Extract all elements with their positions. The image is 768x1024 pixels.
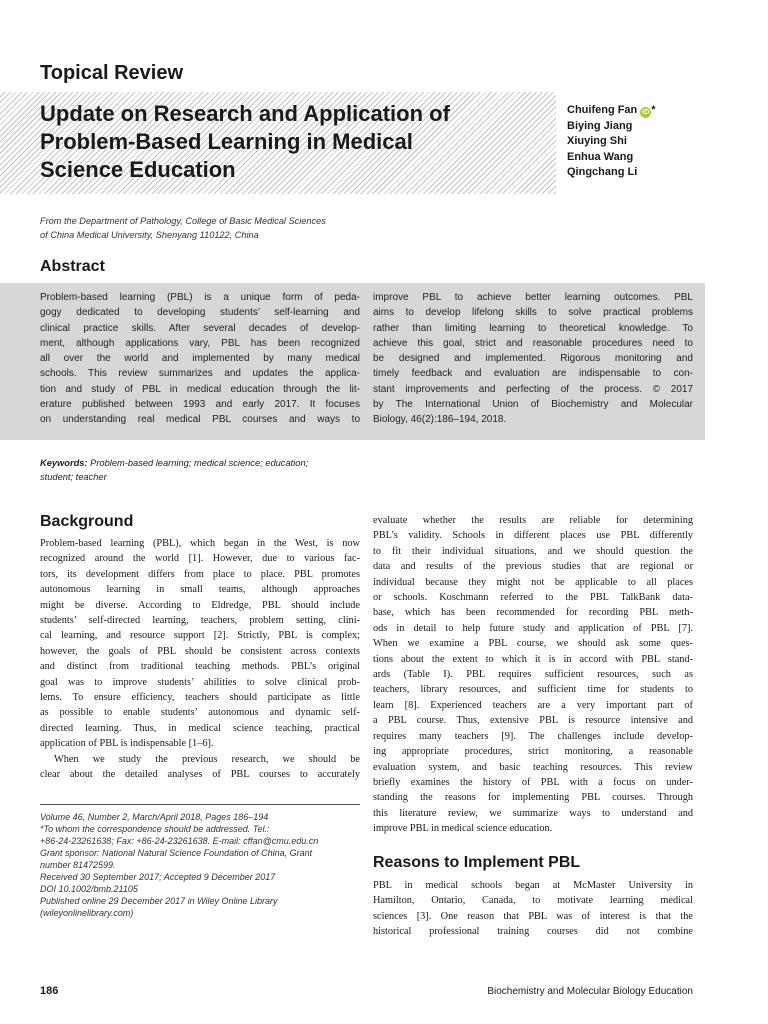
footnote-line: Volume 46, Number 2, March/April 2018, Pages 186–194 — [40, 812, 269, 822]
abstract-line: by The International Union of Biochemistry and Molecular — [373, 399, 693, 411]
body-line: application of PBL is indispensable [1–6]. — [40, 738, 214, 750]
body-line: and distinct from traditional teaching methods. PBL’s original — [40, 661, 360, 673]
background-text-right — [373, 513, 693, 837]
body-line: to fit their individual situations, and we should question the — [373, 545, 693, 557]
orcid-icon[interactable]: iD — [642, 109, 650, 116]
body-line: Problem-based learning (PBL), which began in the West, is now — [40, 538, 360, 549]
footnotes — [40, 811, 362, 919]
author-name: Chuifeng Fan — [567, 104, 638, 116]
abstract-line: schools. This review summarizes and updates the applica- — [40, 368, 360, 380]
footnote-line: (wileyonlinelibrary.com) — [40, 908, 134, 918]
body-line: clear about the detailed analyses of PBL courses to accurately — [40, 769, 360, 781]
body-line: evaluate whether the results are reliable for determining — [373, 515, 693, 526]
footnote-line: *To whom the correspondence should be addressed. Tel.: — [40, 824, 270, 834]
body-line: individual because they might not be applicable to all places — [373, 576, 693, 588]
footnote-divider — [40, 804, 360, 805]
body-line: briefly examines the history of PBL with a focus on under- — [373, 776, 693, 788]
body-line: however, the goals of PBL should be consistent across contexts — [40, 645, 360, 657]
abstract-column-right — [373, 290, 693, 428]
body-line: evaluation system, and basic teaching resources. This review — [373, 761, 693, 773]
body-line: learn [8]. Experienced teachers are a very important part of — [373, 699, 693, 711]
body-line: When we examine a PBL course, we should ask some ques- — [373, 638, 693, 650]
abstract-line: be designed and implemented. Rigorous monitoring and — [373, 353, 693, 365]
body-line: requires many teachers [9]. The challenges include develop- — [373, 730, 693, 742]
affiliation-line: of China Medical University, Shenyang 110122, China — [40, 230, 259, 240]
abstract-line: ment, although applications vary, PBL has been recognized — [40, 337, 360, 349]
body-line: standing the reasons for implementing PBL courses. Through — [373, 792, 693, 804]
body-line: students’ self-directed learning, teachers, problem setting, clini- — [40, 615, 360, 627]
body-line: PBL’s validity. Schools in different places use PBL differently — [373, 530, 693, 542]
footnote-line: Published online 29 December 2017 in Wiley Online Library — [40, 896, 278, 906]
author: Qingchang Li — [567, 166, 638, 178]
body-line: improve PBL in medical science education. — [373, 823, 553, 835]
abstract-line: stant improvements and perfecting of the process. © 2017 — [373, 383, 693, 395]
abstract-line: achieve this goal, strict and reasonable procedures need to — [373, 337, 693, 349]
abstract-line: clinical practice skills. After several decades of develop- — [40, 322, 360, 334]
affiliation — [40, 214, 326, 242]
body-line: teachers, library resources, and sufficient time for students to — [373, 684, 693, 696]
title-line: Update on Research and Application of — [40, 101, 450, 126]
body-line: base, which has been recommended for recording PBL meth- — [373, 607, 693, 619]
abstract-line: Biology, 46(2):186–194, 2018. — [373, 414, 507, 426]
article-title — [40, 100, 560, 184]
abstract-line: Problem-based learning (PBL) is a unique form of peda- — [40, 292, 360, 303]
body-line: lems. To ensure efficiency, teachers should participate as little — [40, 692, 360, 704]
body-line: might be diverse. According to Eldredge, PBL should include — [40, 599, 360, 611]
body-line: PBL in medical schools began at McMaster University in — [373, 880, 693, 891]
body-line: ing appropriate procedures, strict monitoring, a reasonable — [373, 746, 693, 758]
corresponding-mark: * — [651, 104, 656, 116]
author: Enhua Wang — [567, 150, 634, 163]
abstract-column-left — [40, 290, 360, 428]
abstract-line: tion and study of PBL in medical education through the lit- — [40, 383, 360, 395]
abstract-line: timely feedback and evaluation are indispensable to con- — [373, 368, 693, 380]
page-number: 186 — [40, 985, 59, 997]
author-list — [567, 103, 656, 181]
section-label: Topical Review — [40, 62, 184, 84]
body-line: data and results of the previous studies that are regional or — [373, 561, 693, 573]
title-line: Problem-Based Learning in Medical — [40, 129, 413, 154]
background-heading: Background — [40, 513, 134, 530]
abstract-line: improve PBL to achieve better learning outcomes. PBL — [373, 292, 693, 303]
footnote-line: number 81472599. — [40, 860, 116, 870]
body-line: ods in detail to help future study and application of PBL [7]. — [373, 622, 693, 634]
reasons-heading: Reasons to Implement PBL — [373, 854, 581, 871]
background-text-left — [40, 536, 360, 783]
reasons-text — [373, 878, 693, 940]
keywords-line — [40, 457, 362, 471]
abstract-line: on understanding real medical PBL courses and ways to — [40, 414, 360, 426]
keywords — [40, 457, 362, 484]
abstract-heading: Abstract — [40, 258, 105, 275]
body-line: as possible to enable students’ autonomous and dynamic self- — [40, 707, 360, 719]
body-line: recognized around the world [1]. However, due to various fac- — [40, 553, 360, 565]
body-line: tions about the extent to which it is in accord with PBL stand- — [373, 653, 693, 665]
body-line: ards (Table I). PBL requires sufficient resources, such as — [373, 669, 693, 681]
footnote-line: DOI 10.1002/bmb.21105 — [40, 884, 138, 894]
body-line: cal learning, and resource support [2]. Strictly, PBL is complex; — [40, 630, 360, 642]
abstract-line: aims to develop lifelong skills to solve practical problems — [373, 307, 693, 319]
abstract-line: erature published between 1993 and early 2017. It focuses — [40, 399, 360, 411]
body-line: or schools. Koschmann referred to the PBL TalkBank data- — [373, 592, 693, 604]
footnote-line: Grant sponsor: National Natural Science Foundation of China, Grant — [40, 848, 313, 858]
abstract-line: rather than limiting learning to theoretical knowledge. To — [373, 322, 693, 334]
author: Xiuying Shi — [567, 135, 627, 147]
body-line: a PBL course. Thus, extensive PBL is resource intensive and — [373, 715, 693, 727]
body-line: historical professional training courses did not combine — [373, 926, 693, 938]
body-line: directed learning. Thus, in medical science teaching, practical — [40, 722, 360, 734]
abstract-line: gogy dedicated to developing students’ self-learning and — [40, 307, 360, 319]
body-line: goal was to improve students’ abilities to solve clinical prob- — [40, 676, 360, 688]
abstract-line: all over the world and implemented by many medical — [40, 353, 360, 365]
keywords-label: Keywords: — [40, 458, 88, 468]
author — [567, 103, 656, 119]
body-line: this literature review, we summarize ways to understand and — [373, 807, 693, 819]
title-line: Science Education — [40, 157, 236, 182]
keywords-line: student; teacher — [40, 471, 107, 482]
author: Biying Jiang — [567, 119, 633, 132]
journal-name: Biochemistry and Molecular Biology Education — [487, 986, 693, 997]
affiliation-line: From the Department of Pathology, College of Basic Medical Sciences — [40, 216, 326, 226]
body-line: tors, its development differs from place to place. PBL promotes — [40, 568, 360, 580]
body-line: Hamilton, Ontario, Canada, to motivate learning medical — [373, 895, 693, 907]
footnote-line: Received 30 September 2017; Accepted 9 December 2017 — [40, 872, 276, 882]
keywords-text: Problem-based learning; medical science; education; — [87, 458, 309, 468]
body-line: sciences [3]. One reason that PBL was of interest is that the — [373, 910, 693, 922]
body-line: When we study the previous research, we should be — [54, 753, 360, 765]
body-line: autonomous learning in small teams, although approaches — [40, 584, 360, 596]
footnote-line: +86-24-23261638; Fax: +86-24-23261638. E-mail: cffan@cmu.edu.cn — [40, 836, 319, 846]
